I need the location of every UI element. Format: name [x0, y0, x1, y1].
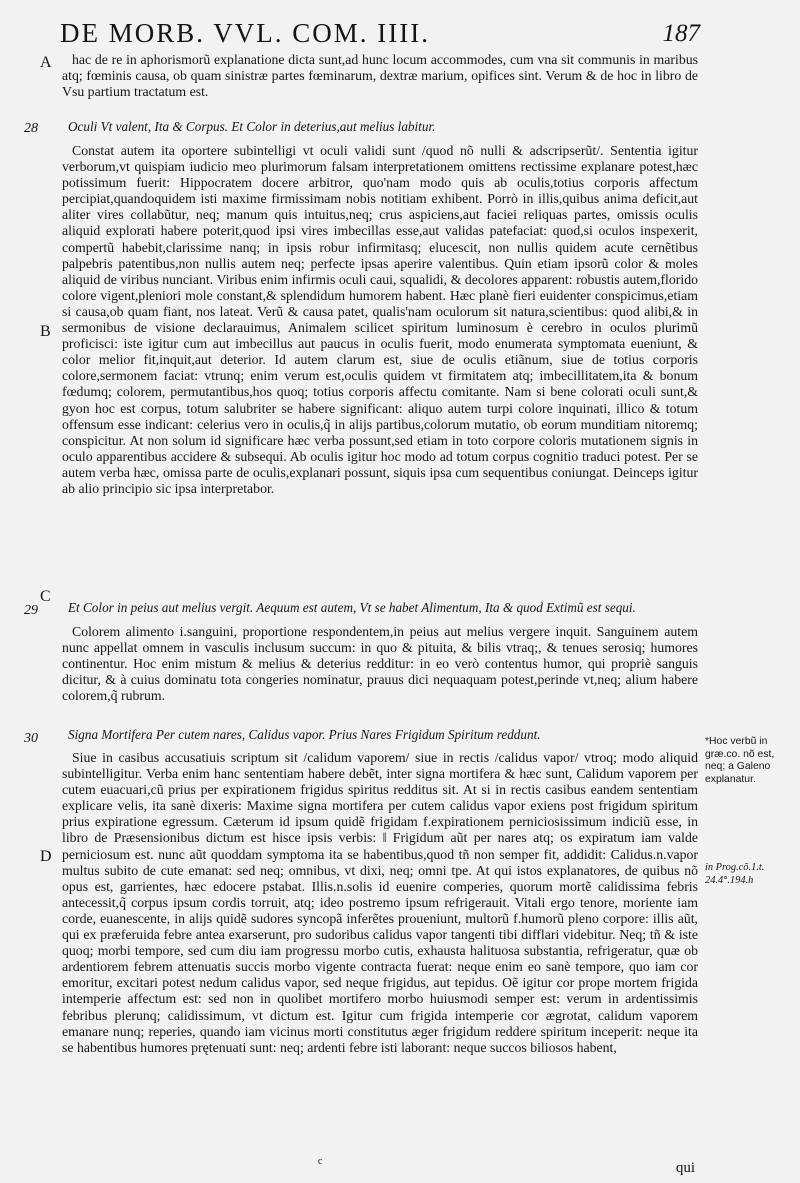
section-number-29: 29 [24, 603, 38, 618]
side-note-2: in Prog.cõ.1.t. 24.4°.194.h [705, 862, 765, 886]
margin-letter-a: A [40, 54, 52, 71]
lemma-30: Signa Mortifera Per cutem nares, Calidus vapor. Prius Nares Frigidum Spiritum reddunt. [68, 727, 541, 742]
margin-letter-c: C [40, 588, 51, 605]
paragraph-intro: hac de re in aphorismorũ explanatione dicta sunt,ad hunc locum accommodes, cum vna sit communis in maribus atq; fœminis causa, ob quam sinistræ partes fœminarum, dextræ marium, opifices sint. Verum & de hoc in libro de Vsu partium tractatum est. [62, 52, 698, 100]
margin-letter-b: B [40, 323, 51, 340]
section-number-28: 28 [24, 121, 38, 136]
page-header [60, 18, 700, 48]
running-title: DE MORB. VVL. COM. IIII. [60, 18, 430, 48]
paragraph-commentary-29: Colorem alimento i.sanguini, proportione respondentem,in peius aut melius vergere inquit. Sanguinem autem nunc appellat omnem in vasculis inclusum succum: in quo & pituita, & bilis vtraq;, & tenues serosiq; humores continentur. Hoc enim mistum & melius & deterius redditur: in eo verò contentus humor, qui propriè sanguis dicitur, & à cuius dominatu tota congeries nominatur, prauus dici nequaquam potest,perinde vt,neq; alium habere colorem,q̃ rubrum. [62, 624, 698, 704]
side-note-1: *Hoc verbũ in græ.co. nõ est, neq; a Galeno explanatur. [705, 736, 775, 785]
catchword: qui [675, 1160, 695, 1176]
paragraph-commentary-28: Constat autem ita oportere subintelligi vt oculi validi sunt /quod nõ nulli & adscripserũt/. Sententia igitur verborum,vt quispiam iudicio meo plurimorum falsam interpretationem omittens rectissime explanare potest,hæc potissimum fuerit: Hippocratem docere arbitror, quo'nam modo quis ab oculis,totius corporis affectum percipiat,quandoquidem isti maxime firmissimam nobis notitiam exhibent. Porrò in illis,quibus anima deficit,aut aliter vires collabũtur, neq; manum quis intuitus,neq; crus aspiciens,aut faciei reliquas partes, omissis oculis aliquid explorati habere poterit,quod ipsi vires imbecillas esse,aut validas patefaciat: quod,si oculos inspexerit, compertũ habebit,clarissime nanq; in ipsis robur infirmitasq; elucescit, non nullis quidem acute cernẽtibus palpebris patentibus,non nullis autem neq; perfecte ipsas aperire valentibus. Quin etiam ipsorũ color & moles aliquid de viribus nunciant. Viribus enim infirmis oculi caui, squalidi, & decolores apparent: robustis autem,florido colore vigent,pleniori mole constant,& splendidum humorem habent. Hæc planè fieri euidenter conspicimus,etiam si causa,ob quam fiant, nos lateat. Verũ & causa patet, qualis'nam oculorum sit natura,scientibus: quod alibi,& in sermonibus de visione declarauimus, Animalem scilicet spiritum luminosum è cerebro in oculos plurimũ proficisci: iste igitur cum aut imbecillus aut paucus in oculis fuerit, modo enumerata symptomata eueniunt, & color melior fit,inquit,aut deterior. Id autem clarum est, siue de oculis etiãnum, siue de totius corporis colore,sermonem faciat: vtrunq; enim verum est,oculis quidem vt firmitatem atq; imbecillitatem,ita & bonum fœdumq; colorem, permutantibus,hos quoq; totius corporis affectu comitante. Nam si bene colorati oculi sunt,& gyon hoc est corpus, totum salubriter se habere significant: aliquo autem turpi colore inquinati, illico & totum offensum esse indicant: celerius vero in oculis,q̃ in alijs partibus,colorum mutatio, ob eorum munditiam nitoremq; conspicitur. At non solum id significare hæc verba possunt,sed etiam in toto corpore coloris mutationem signis in oculo apparentibus accidere & subsequi. Ab oculis igitur hoc modo ad totum corpus cognitio traduci potest. Per se autem verba hæc, omissa parte de oculis,explanari possunt, siquis ipsa cum sequentibus coniungat. Deinceps igitur ab alio principio sic ipsa interpretabor. [62, 143, 698, 496]
section-number-30: 30 [24, 731, 38, 746]
page-number: 187 [662, 20, 700, 47]
paragraph-commentary-30: Siue in casibus accusatiuis scriptum sit /calidum vaporem/ siue in rectis /calidus vapor/ vtroq; modo aliquid subintelligitur. Verba enim hanc sententiam habere debẽt, inter signa mortifera & hæc sunt, Calidum vaporem per cutem euacuari,cũ prius per expirationem frigidus spiritus redditus sit. At si in rectis casibus eandem sententiam explicare velis, ita sanè dixeris: Maxime signa mortifera per cutem calidus vapor exiens post frigidum spiritum prius expiratione egressum. Cæterum id ipsum quidẽ frigidam f.expirationem perniciosissimum indiciũ esse, in libro de Præsensionibus dictum est hisce ipsis verbis: ‖ Frigidum aũt per nares atq; os expiratum iam valde perniciosum est. nunc aũt quoddam symptoma ita se habentibus,quod tñ non semper fit, addidit: Calidus.n.vapor multus subito de cute emanat: sed neq; omnibus, vt dixi, neq; omni tpe. At qui istos explanatores, de quibus nõ opus est, garrientes, hæc edocere pstabat. Illis.n.solis id euenire comperies, quorum mortẽ calidissima febris antecessit,q̃ corpus ipsum cordis torruit, atq; ideo postremo ipsum refrigerauit. Vitali ergo tenore, moriente iam corde, euanescente, in alijs quidẽ sudores syncopã inferẽtes proueniunt, multorũ f.humorũ pleno corpore: illis aũt, qui ex præferuida febre antea exarserunt, pro sudoribus calidus vapor tangenti tibi difflari videbitur. Neq; tñ & iste quoq; morbi tempore, sed cum diu iam progressu morbo cutis, exhausta halituosa substantia, refrigeratur, quæ ob ardentiorem febrem attenuatis succis morbo vigente contracta fuerat: neque enim eo sanè tempore, quo iam cor emoritur, excitari potest nedum calidus vapor, sed neque frigidus, aut tepidus. Oẽ igitur cor prope mortem frigida intemperie affectum est: sed non in quolibet mortifero morbo huiusmodi semper est: verum in ardentissimis febribus plerunq; calidissimum, vt dictum est. Igitur cum frigida intemperie cor ægrotat, calidum vaporem emanare nunq; reperies, quando iam vicinus morti constitutus æger frigidum reddere spiritum inceperit: neque ita se habentibus humores prętenuati sunt: neq; ardenti febre isti laborant: neque succos biliosos habent, [62, 750, 698, 1055]
lemma-29: Et Color in peius aut melius vergit. Aequum est autem, Vt se habet Alimentum, Ita & quod Extimũ est sequi. [68, 600, 636, 615]
signature-mark: c [318, 1156, 323, 1167]
margin-letter-d: D [40, 848, 52, 865]
lemma-28: Oculi Vt valent, Ita & Corpus. Et Color in deterius,aut melius labitur. [68, 119, 436, 134]
